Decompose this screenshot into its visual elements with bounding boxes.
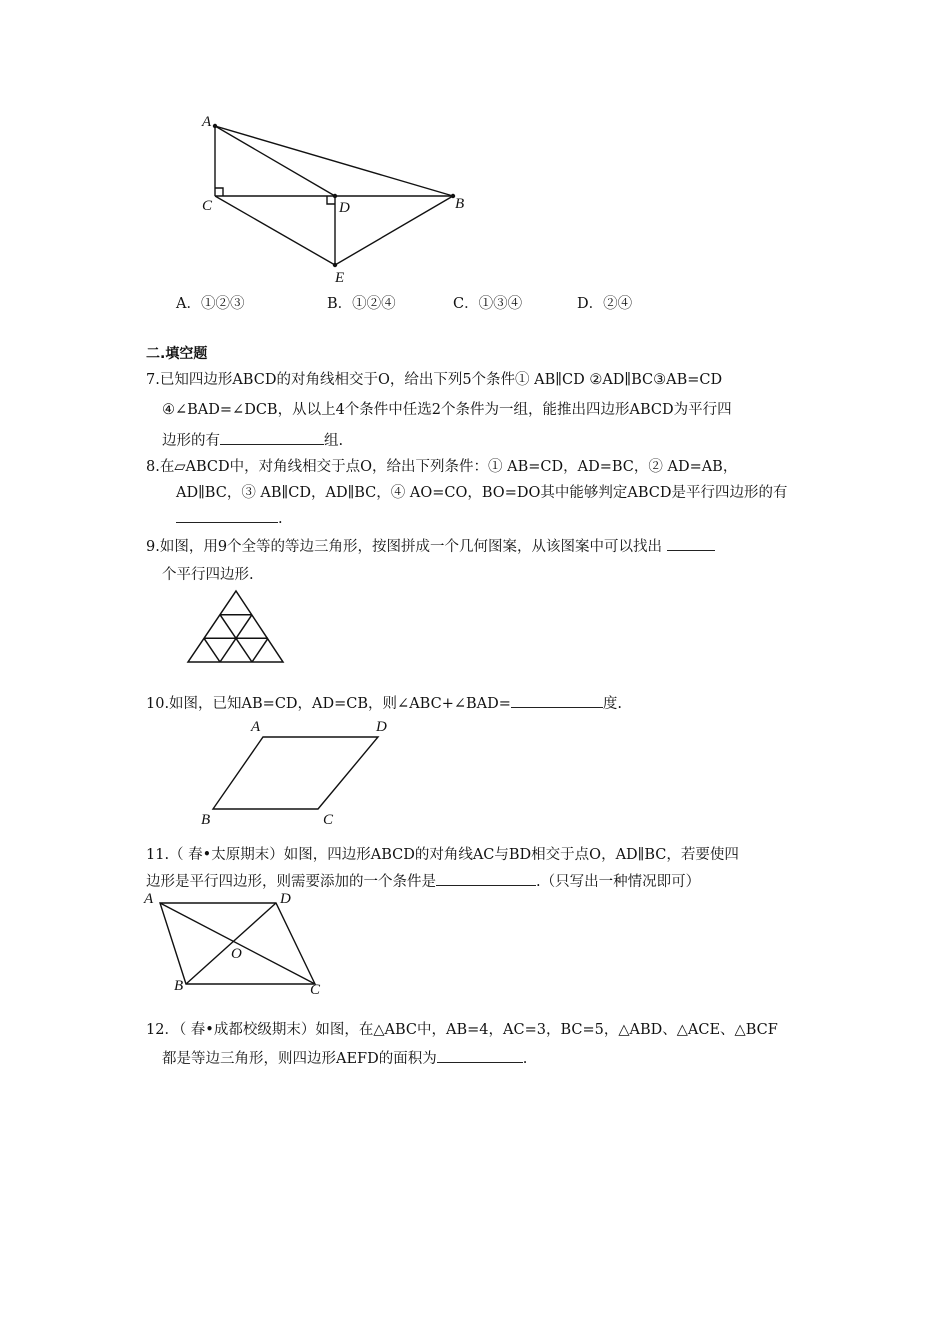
diagonal-ac [160,903,315,984]
q9-line1 [146,536,715,557]
q8-line3 [176,508,283,529]
q8-line3-suffix: . [278,511,283,527]
inner-line [252,638,268,662]
q7-line3 [162,430,343,451]
label-b: B [174,978,184,994]
q10-line1 [146,693,622,714]
label-c: C [310,982,321,998]
q7-line1: 7.已知四边形ABCD的对角线相交于O，给出下列5个条件① AB∥CD ②AD∥BC③AB=CD [146,372,723,388]
figure-q11 [140,888,340,1000]
option-c: C．①③④ [453,296,523,312]
q10-suffix: 度. [602,696,623,712]
label-a: A [202,114,212,130]
label-d: D [339,200,350,216]
q12-line2-prefix: 都是等边三角形，则四边形AEFD的面积为 [162,1051,437,1067]
q7-line3-prefix: 边形的有 [162,433,220,449]
q7-line2: ④∠BAD=∠DCB，从以上4个条件中任选2个条件为一组，能推出四边形ABCD为平行四 [162,402,732,418]
label-e: E [335,270,345,286]
q11-line1: 11.（ 春•太原期末）如图，四边形ABCD的对角线AC与BD相交于点O，AD∥BC，若要使四 [146,847,739,863]
figure-q10 [195,712,405,832]
q12-line2 [162,1048,527,1069]
label-b: B [455,196,465,212]
diagonal-bd [186,903,276,984]
outer-triangle [188,591,283,662]
option-b: B．①②④ [327,296,396,312]
label-c: C [323,812,334,828]
segment-ab [215,126,453,196]
segment-ce [215,196,335,265]
q11-line2-prefix: 边形是平行四边形，则需要添加的一个条件是 [146,874,436,890]
label-c: C [202,198,213,214]
q9-line1-text: 9.如图，用9个全等的等边三角形，按图拼成一个几何图案，从该图案中可以找出 [146,539,663,555]
section-heading: 二.填空题 [146,346,208,362]
label-a: A [251,719,261,735]
q12-answer-blank[interactable] [437,1048,523,1063]
point-d [333,194,337,198]
point-e [333,263,337,267]
option-a: A．①②③ [176,296,245,312]
q11-line2-suffix: .（只写出一种情况即可） [536,874,701,890]
point-a [213,124,217,128]
q8-line2: AD∥BC，③ AB∥CD，AD∥BC，④ AO=CO，BO=DO其中能够判定ABCD是平行四边形的有 [176,485,788,501]
q11-answer-blank[interactable] [436,871,536,886]
inner-line [204,638,220,662]
q12-line2-suffix: . [522,1051,528,1067]
q12-line1: 12．（ 春•成都校级期末）如图，在△ABC中，AB=4，AC=3，BC=5，△ABD、△ACE、△BCF [146,1022,778,1038]
q9-line2: 个平行四边形. [162,567,254,583]
label-d: D [376,719,387,735]
q10-answer-blank[interactable] [511,693,603,708]
q7-answer-blank[interactable] [220,430,324,445]
q10-text: 10.如图，已知AB=CD，AD=CB，则∠ABC+∠BAD= [146,696,511,712]
right-angle-mark-c [215,188,223,196]
label-a: A [144,891,154,907]
label-o: O [231,946,242,962]
label-b: B [201,812,211,828]
figure-q6 [195,110,485,290]
figure-q9 [186,589,286,665]
parallelogram-abcd [213,737,378,809]
label-d: D [280,891,291,907]
segment-ad [215,126,335,196]
q8-answer-blank[interactable] [176,508,278,523]
q8-line1: 8.在▱ABCD中，对角线相交于点O，给出下列条件：① AB=CD，AD=BC，② AD=AB， [146,459,738,475]
segment-eb [335,196,453,265]
option-d: D．②④ [577,296,633,312]
q9-answer-blank[interactable] [667,536,715,551]
q7-line3-suffix: 组. [324,433,344,449]
